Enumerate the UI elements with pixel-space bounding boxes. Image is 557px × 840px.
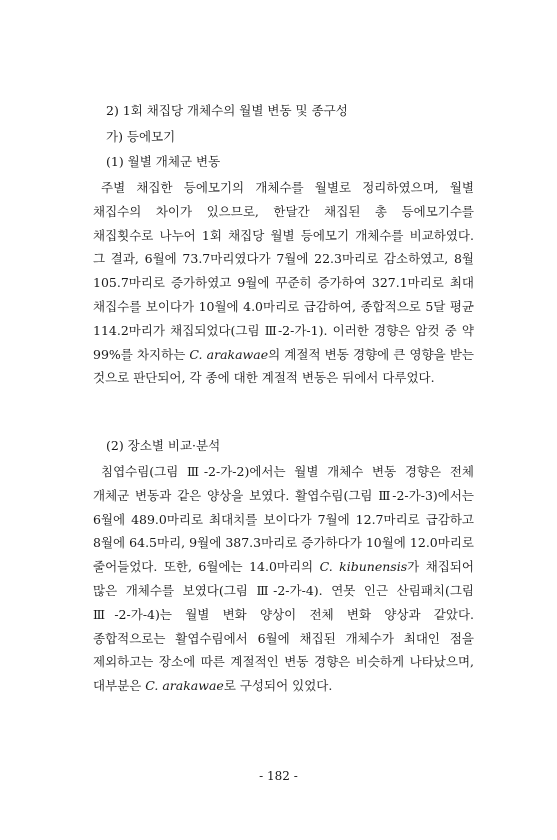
section-heading: 2) 1회 채집당 개체수의 월별 변동 및 종구성 — [106, 103, 348, 118]
sub2-paragraph — [93, 460, 474, 698]
page-number: - 182 - — [259, 769, 298, 783]
sub1-paragraph — [93, 176, 474, 390]
sub2-heading: (2) 장소별 비교·분석 — [106, 438, 221, 453]
sub1-heading: (1) 월별 개체군 변동 — [106, 154, 221, 169]
species-name: C. arakawae — [189, 346, 269, 362]
sub2-text-b: 가 채집되어 많은 개체수를 보였다(그림 Ⅲ-2-가-4). 연못 인근 산림패치(그림 Ⅲ-2-가-4)는 월별 변화 양상이 전체 변화 양상과 같았다. 종합적으로는 활엽수림에서 6월에 채집된 개체수가 최대인 점을 제외하고는 장소에 따른 계절적인 변동 경향은 비슷하게 나타났으며, 대부분은 — [93, 559, 474, 694]
sub1-text-after: 의 계절적 변동 경향에 큰 영향을 받는 것으로 판단되어, 각 종에 대한 계절적 변동은 뒤에서 다루었다. — [93, 346, 475, 386]
sub2-text-c: 로 구성되어 있었다. — [223, 678, 333, 694]
species-name: C. kibunensis — [319, 559, 408, 575]
subsection-heading: 가) 등에모기 — [106, 129, 176, 144]
species-name: C. arakawae — [145, 678, 224, 694]
sub1-text-before: 주별 채집한 등에모기의 개체수를 월별로 정리하였으며, 월별 채집수의 차이가 있으므로, 한달간 채집된 총 등에모기수를 채집횟수로 나누어 1회 채집당 월별 등에모기 개체수를 비교하였다. 그 결과, 6월에 73.7마리였다가 7월에 22.3마리로 감소하였고, 8월 105.7마리로 증가하였고 9월에 꾸준히 증가하여 327.1마리로 최대 채집수를 보이다가 10월에 4.0마리로 급감하여, 종합적으로 5달 평균 114.2마리가 채집되었다(그림 Ⅲ-2-가-1). 이러한 경향은 암컷 중 약 99%를 차지하는 — [93, 180, 474, 362]
sub2-text-a: 침엽수림(그림 Ⅲ-2-가-2)에서는 월별 개체수 변동 경향은 전체 개체군 변동과 같은 양상을 보였다. 활엽수림(그림 Ⅲ-2-가-3)에서는 6월에 489.0마리로 최대치를 보이다가 7월에 12.7마리로 급감하고 8월에 64.5마리, 9월에 387.3마리로 증가하다가 10월에 12.0마리로 줄어들었다. 또한, 6월에는 14.0마리의 — [93, 464, 474, 575]
